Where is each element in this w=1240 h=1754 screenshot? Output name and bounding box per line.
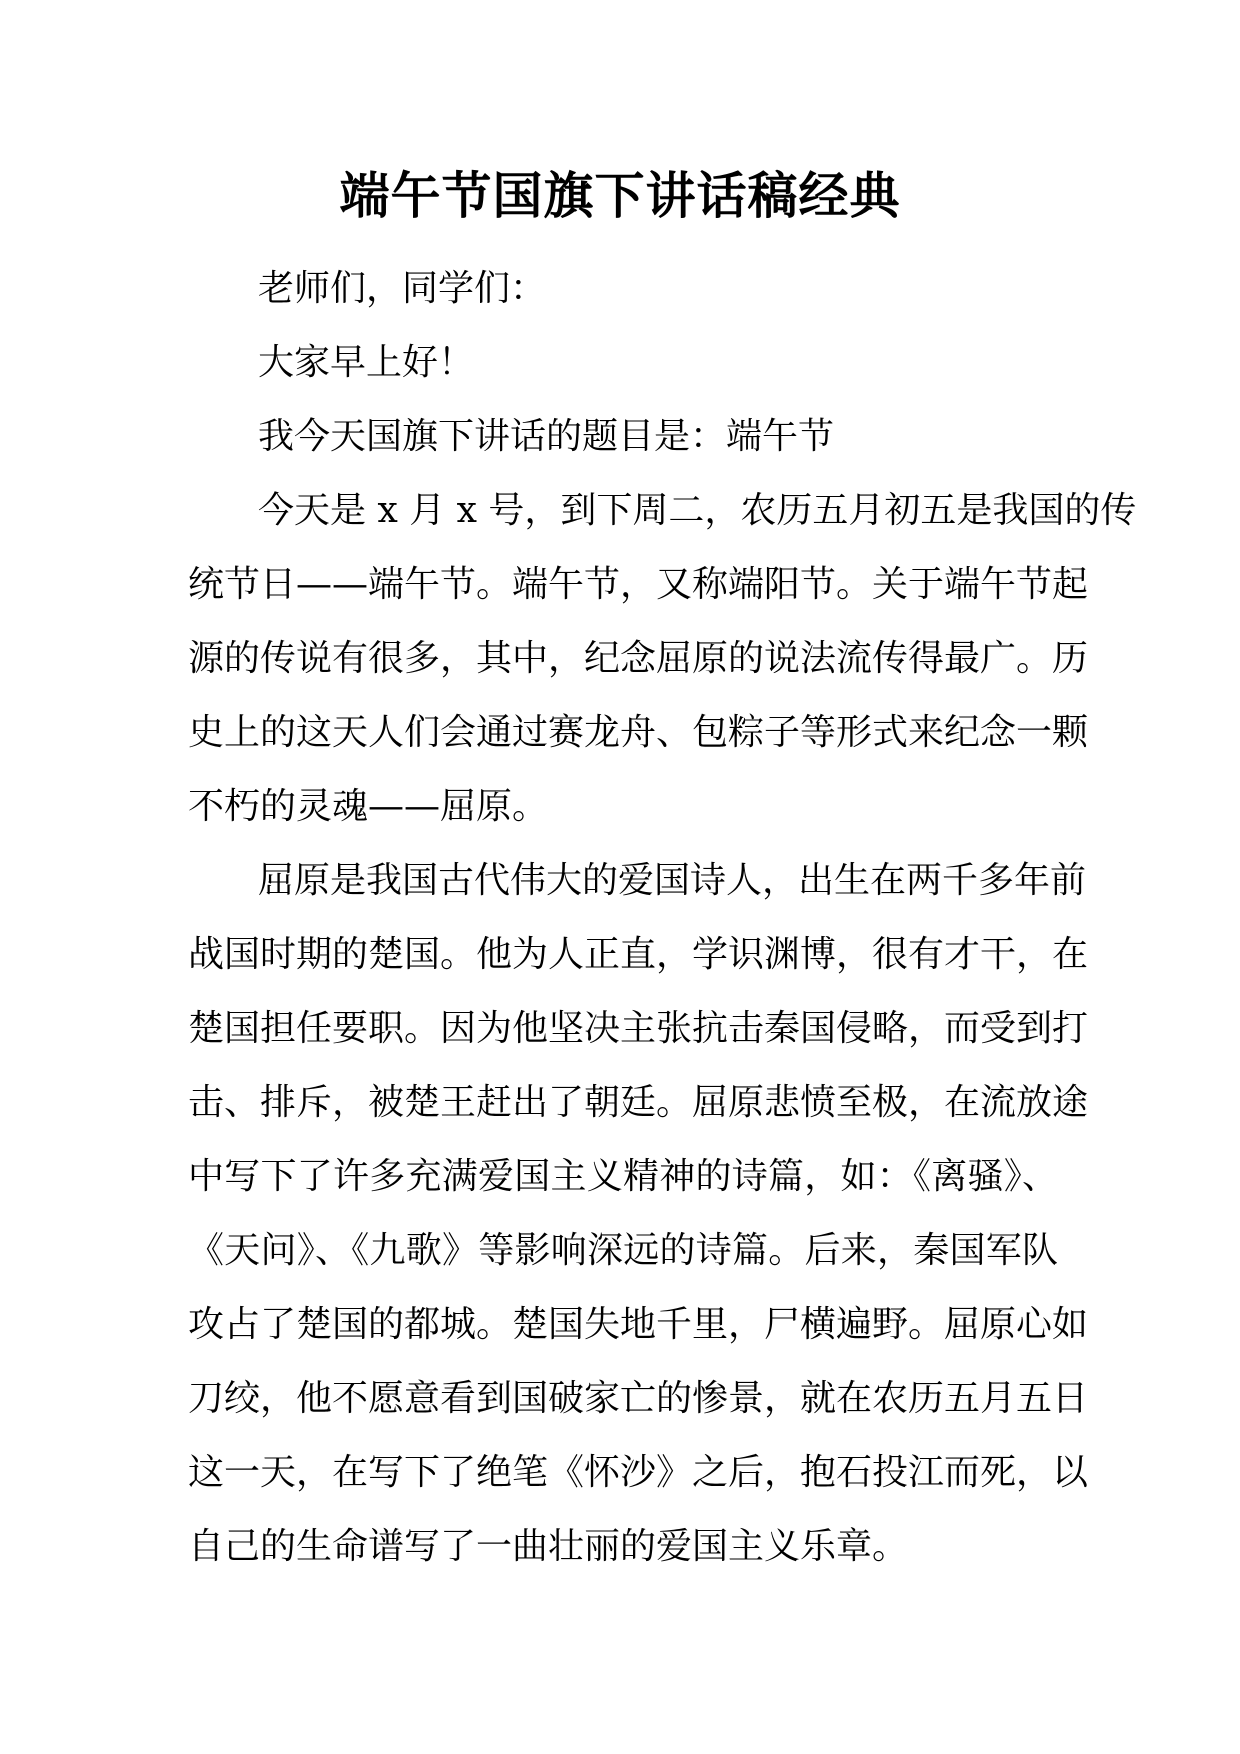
paragraph-line: 《天问》、《九歌》等影响深远的诗篇。后来，秦国军队 <box>188 1230 1058 1271</box>
paragraph-line: 自己的生命谱写了一曲壮丽的爱国主义乐章。 <box>188 1526 909 1567</box>
greeting-line: 老师们，同学们： <box>258 268 547 309</box>
paragraph-line: 不朽的灵魂——屈原。 <box>188 786 549 827</box>
paragraph-line: 击、排斥，被楚王赶出了朝廷。屈原悲愤至极，在流放途 <box>188 1082 1089 1123</box>
paragraph-2 <box>188 844 1089 1584</box>
document-title: 端午节国旗下讲话稿经典 <box>339 166 901 225</box>
topic-line: 我今天国旗下讲话的题目是：端午节 <box>258 416 835 457</box>
salutation-line: 大家早上好！ <box>258 342 475 383</box>
paragraph-line: 统节日——端午节。端午节，又称端阳节。关于端午节起 <box>188 564 1089 605</box>
paragraph-line: 中写下了许多充满爱国主义精神的诗篇，如：《离骚》、 <box>188 1156 1058 1197</box>
paragraph-line: 楚国担任要职。因为他坚决主张抗击秦国侵略，而受到打 <box>188 1008 1089 1049</box>
document-body <box>188 252 1137 1584</box>
paragraph-line: 源的传说有很多，其中，纪念屈原的说法流传得最广。历 <box>188 638 1089 679</box>
paragraph-1 <box>188 474 1137 844</box>
paragraph-line: 这一天，在写下了绝笔《怀沙》之后，抱石投江而死，以 <box>188 1452 1089 1493</box>
paragraph-line: 攻占了楚国的都城。楚国失地千里，尸横遍野。屈原心如 <box>188 1304 1089 1345</box>
paragraph-line: 史上的这天人们会通过赛龙舟、包粽子等形式来纪念一颗 <box>188 712 1089 753</box>
paragraph-line: 屈原是我国古代伟大的爱国诗人，出生在两千多年前 <box>258 860 1087 901</box>
paragraph-line: 战国时期的楚国。他为人正直，学识渊博，很有才干，在 <box>188 934 1089 975</box>
paragraph-line: 今天是 x 月 x 号，到下周二，农历五月初五是我国的传 <box>258 490 1137 531</box>
paragraph-line: 刀绞，他不愿意看到国破家亡的惨景，就在农历五月五日 <box>188 1378 1089 1419</box>
